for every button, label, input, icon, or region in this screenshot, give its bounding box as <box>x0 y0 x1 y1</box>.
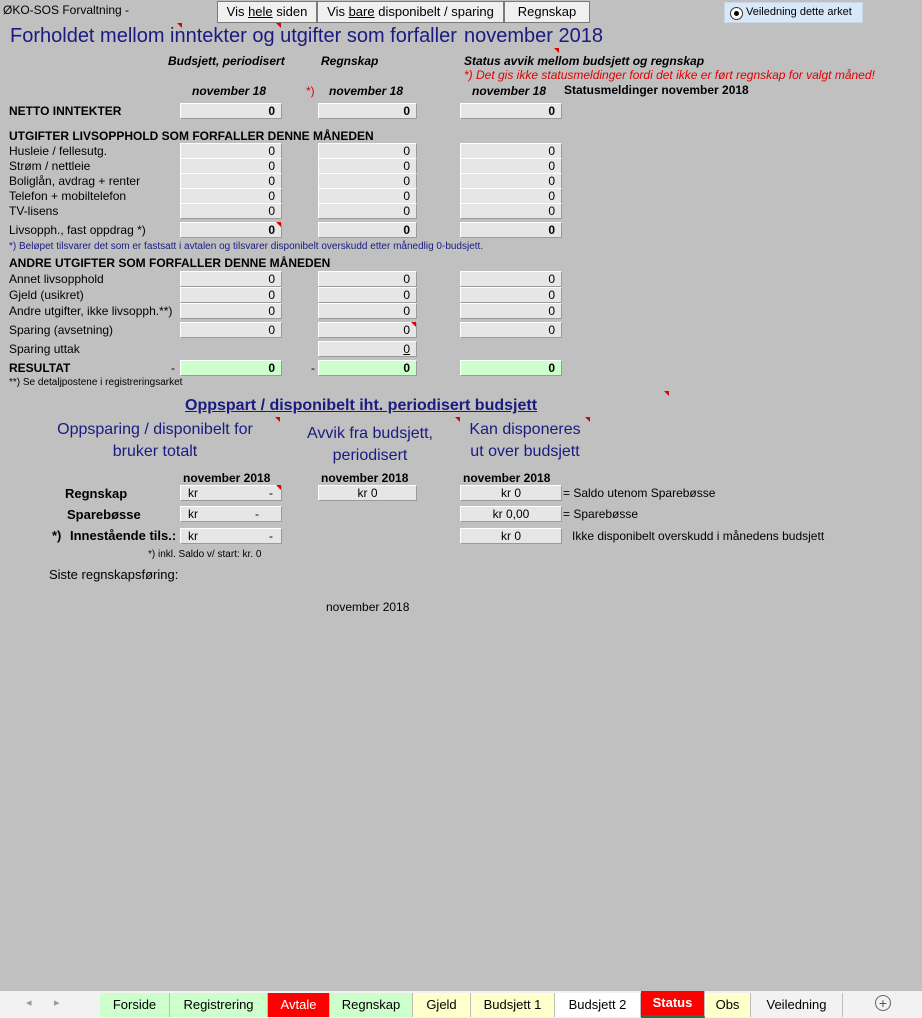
andre-note: **) Se detaljpostene i registreringsarket <box>9 377 183 388</box>
oppspart-col2-header <box>300 423 440 467</box>
col3-line1: Kan disponeres <box>469 421 581 438</box>
status-note: *) Det gis ikke statusmeldinger fordi det ikke er ført regnskap for valgt måned! <box>464 68 875 82</box>
resultat-label: RESULTAT <box>9 361 71 375</box>
vis-hele-siden-button[interactable] <box>217 1 317 23</box>
sheet-tab-avtale[interactable] <box>268 993 330 1017</box>
innestaende-asterisk: *) <box>52 528 62 543</box>
row-label: Gjeld (usikret) <box>9 288 84 302</box>
fast-budsjett[interactable]: 0 <box>180 222 282 238</box>
col2-line1: Avvik fra budsjett, <box>307 425 433 442</box>
andre-budsjett-cell[interactable]: 0 <box>180 271 282 287</box>
col3-line2: ut over budsjett <box>470 443 580 460</box>
oppspart-month-2: november 2018 <box>321 471 409 485</box>
app-title: ØKO-SOS Forvaltning - <box>3 3 130 17</box>
tab-label: Regnskap <box>341 997 401 1012</box>
oppspart-col3-header <box>460 419 590 463</box>
sparing-budsjett[interactable]: 0 <box>180 322 282 338</box>
sheet-tab-forside[interactable] <box>100 993 170 1017</box>
sheet-tab-budsjett-1[interactable] <box>471 993 555 1017</box>
livsopphold-heading: UTGIFTER LIVSOPPHOLD SOM FORFALLER DENNE MÅNEDEN <box>9 129 374 143</box>
livs-status-cell[interactable]: 0 <box>460 203 562 219</box>
uttak-label: Sparing uttak <box>9 342 80 356</box>
netto-regnskap[interactable]: 0 <box>318 103 417 119</box>
scroll-right-icon[interactable]: ▸ <box>54 997 60 1009</box>
resultat-dash-2: - <box>311 361 315 375</box>
fast-status[interactable]: 0 <box>460 222 562 238</box>
asterisk-marker: *) <box>306 84 315 98</box>
andre-status-cell[interactable]: 0 <box>460 287 562 303</box>
resultat-regnskap[interactable]: 0 <box>318 360 417 376</box>
netto-label: NETTO INNTEKTER <box>9 104 122 118</box>
row-label: TV-lisens <box>9 204 59 218</box>
livs-budsjett-cell[interactable]: 0 <box>180 188 282 204</box>
page-title: Forholdet mellom inntekter og utgifter som forfaller <box>10 25 457 47</box>
livs-budsjett-cell[interactable]: 0 <box>180 203 282 219</box>
tab-label: Obs <box>715 997 740 1012</box>
oppspart-col1-header <box>55 419 255 463</box>
tab-label: Status <box>652 995 693 1010</box>
dash-value: - <box>269 529 273 543</box>
saldo-utenom-note: = Saldo utenom Sparebøsse <box>563 486 716 500</box>
sheet-tab-obs[interactable] <box>705 993 751 1017</box>
tab-label: Forside <box>112 997 157 1012</box>
col2-line2: periodisert <box>332 447 408 464</box>
andre-budsjett-cell[interactable]: 0 <box>180 303 282 319</box>
page-title-month: november 2018 <box>464 25 603 47</box>
radio-label: Veiledning dette arket <box>746 6 852 18</box>
btn-hele-suffix: siden <box>272 4 308 19</box>
oppspart-regnskap-label: Regnskap <box>65 486 128 501</box>
col-header-status: Status avvik mellom budsjett og regnskap <box>464 54 705 68</box>
row-label: Annet livsopphold <box>9 272 104 286</box>
livs-regnskap-cell[interactable]: 0 <box>318 158 417 174</box>
sparebosse-label: Sparebøsse <box>67 507 141 522</box>
tab-label: Gjeld <box>426 997 457 1012</box>
row-label: Andre utgifter, ikke livsopph.**) <box>9 304 173 318</box>
btn-bare-suffix: disponibelt / sparing <box>374 4 494 19</box>
tab-label: Budsjett 1 <box>483 997 542 1012</box>
kr-label: kr <box>188 486 198 500</box>
livs-budsjett-cell[interactable]: 0 <box>180 143 282 159</box>
row-label: Husleie / fellesutg. <box>9 144 108 158</box>
andre-status-cell[interactable]: 0 <box>460 303 562 319</box>
andre-regnskap-cell[interactable]: 0 <box>318 287 417 303</box>
btn-hele-underline: hele <box>248 4 273 19</box>
dash-value: - <box>269 486 273 500</box>
tab-label: Avtale <box>280 997 317 1012</box>
veiledning-radio[interactable] <box>724 2 863 23</box>
sheet-tab-status[interactable] <box>641 991 705 1018</box>
sheet-tab-registrering[interactable] <box>170 993 268 1017</box>
netto-budsjett[interactable]: 0 <box>180 103 282 119</box>
sparing-regnskap[interactable]: 0 <box>318 322 417 338</box>
oppspart-regnskap-kan[interactable]: kr 0 <box>460 485 562 501</box>
sparebosse-note: = Sparebøsse <box>563 507 639 521</box>
sheet-tab-gjeld[interactable] <box>413 993 471 1017</box>
scroll-left-icon[interactable]: ◂ <box>26 997 32 1009</box>
innestaende-total[interactable] <box>180 528 282 544</box>
oppspart-month-1: november 2018 <box>183 471 271 485</box>
regnskap-button[interactable]: Regnskap <box>504 1 590 23</box>
netto-status[interactable]: 0 <box>460 103 562 119</box>
livs-regnskap-cell[interactable]: 0 <box>318 203 417 219</box>
col1-line1: Oppsparing / disponibelt for <box>57 421 253 438</box>
sparebosse-total[interactable] <box>180 506 282 522</box>
saldo-start-note: *) inkl. Saldo v/ start: kr. 0 <box>148 549 262 560</box>
month-budsjett: november 18 <box>192 84 267 98</box>
andre-status-cell[interactable]: 0 <box>460 271 562 287</box>
row-label: Strøm / nettleie <box>9 159 91 173</box>
livs-regnskap-cell[interactable]: 0 <box>318 173 417 189</box>
livs-budsjett-cell[interactable]: 0 <box>180 173 282 189</box>
sheet-tab-budsjett-2[interactable] <box>555 993 641 1017</box>
resultat-budsjett[interactable]: 0 <box>180 360 282 376</box>
month-status: november 18 <box>472 84 547 98</box>
radio-selected-icon[interactable] <box>730 7 743 20</box>
tab-label: Veiledning <box>766 997 827 1012</box>
livs-regnskap-cell[interactable]: 0 <box>318 188 417 204</box>
row-label: Telefon + mobiltelefon <box>9 189 127 203</box>
resultat-status[interactable]: 0 <box>460 360 562 376</box>
kr-label: kr <box>188 507 198 521</box>
andre-heading: ANDRE UTGIFTER SOM FORFALLER DENNE MÅNEDEN <box>9 256 331 270</box>
sheet-tab-bar <box>0 990 922 1018</box>
btn-bare-prefix: Vis <box>327 4 349 19</box>
tab-label: Registrering <box>183 997 254 1012</box>
livs-status-cell[interactable]: 0 <box>460 173 562 189</box>
andre-budsjett-cell[interactable]: 0 <box>180 287 282 303</box>
vis-bare-disponibelt-button[interactable] <box>317 1 504 23</box>
sheet-tab-veiledning[interactable] <box>751 993 843 1017</box>
kr-label: kr <box>188 529 198 543</box>
oppspart-regnskap-avvik[interactable]: kr 0 <box>318 485 417 501</box>
col-header-regnskap: Regnskap <box>321 54 379 68</box>
siste-regnskapsforing-label: Siste regnskapsføring: <box>49 567 179 582</box>
row-label: Boliglån, avdrag + renter <box>9 174 141 188</box>
livs-status-cell[interactable]: 0 <box>460 188 562 204</box>
livs-status-cell[interactable]: 0 <box>460 158 562 174</box>
add-sheet-icon[interactable]: + <box>875 995 891 1011</box>
col-header-budsjett: Budsjett, periodisert <box>168 54 285 68</box>
col1-line2: bruker totalt <box>112 443 198 460</box>
oppspart-regnskap-total[interactable] <box>180 485 282 501</box>
dash-value: - <box>255 507 259 521</box>
innestaende-label: Innestående tils.: <box>70 528 177 543</box>
btn-hele-prefix: Vis <box>226 4 249 19</box>
statusmeldinger-heading: Statusmeldinger november 2018 <box>564 83 749 97</box>
livs-status-cell[interactable]: 0 <box>460 143 562 159</box>
livsopphold-note: *) Beløpet tilsvarer det som er fastsatt i avtalen og tilsvarer disponibelt overskudd etter månedlig 0-budsjett. <box>9 241 484 252</box>
innestaende-note: Ikke disponibelt overskudd i månedens budsjett <box>572 529 825 543</box>
siste-regnskapsforing-month: november 2018 <box>326 600 410 614</box>
sparebosse-kan[interactable]: kr 0,00 <box>460 506 562 522</box>
tab-label: Budsjett 2 <box>568 997 627 1012</box>
livs-regnskap-cell[interactable]: 0 <box>318 143 417 159</box>
andre-regnskap-cell[interactable]: 0 <box>318 271 417 287</box>
andre-regnskap-cell[interactable]: 0 <box>318 303 417 319</box>
livs-budsjett-cell[interactable]: 0 <box>180 158 282 174</box>
sheet-tab-regnskap[interactable] <box>330 993 413 1017</box>
fast-oppdrag-label: Livsopph., fast oppdrag *) <box>9 223 146 237</box>
oppspart-heading: Oppspart / disponibelt iht. periodisert budsjett <box>185 397 538 414</box>
resultat-dash-1: - <box>171 361 175 375</box>
btn-bare-underline: bare <box>348 4 375 19</box>
innestaende-kan[interactable]: kr 0 <box>460 528 562 544</box>
sparing-label: Sparing (avsetning) <box>9 323 114 337</box>
uttak-regnskap[interactable]: 0 <box>318 341 417 357</box>
sparing-status[interactable]: 0 <box>460 322 562 338</box>
month-regnskap: november 18 <box>329 84 404 98</box>
oppspart-month-3: november 2018 <box>463 471 551 485</box>
fast-regnskap[interactable]: 0 <box>318 222 417 238</box>
